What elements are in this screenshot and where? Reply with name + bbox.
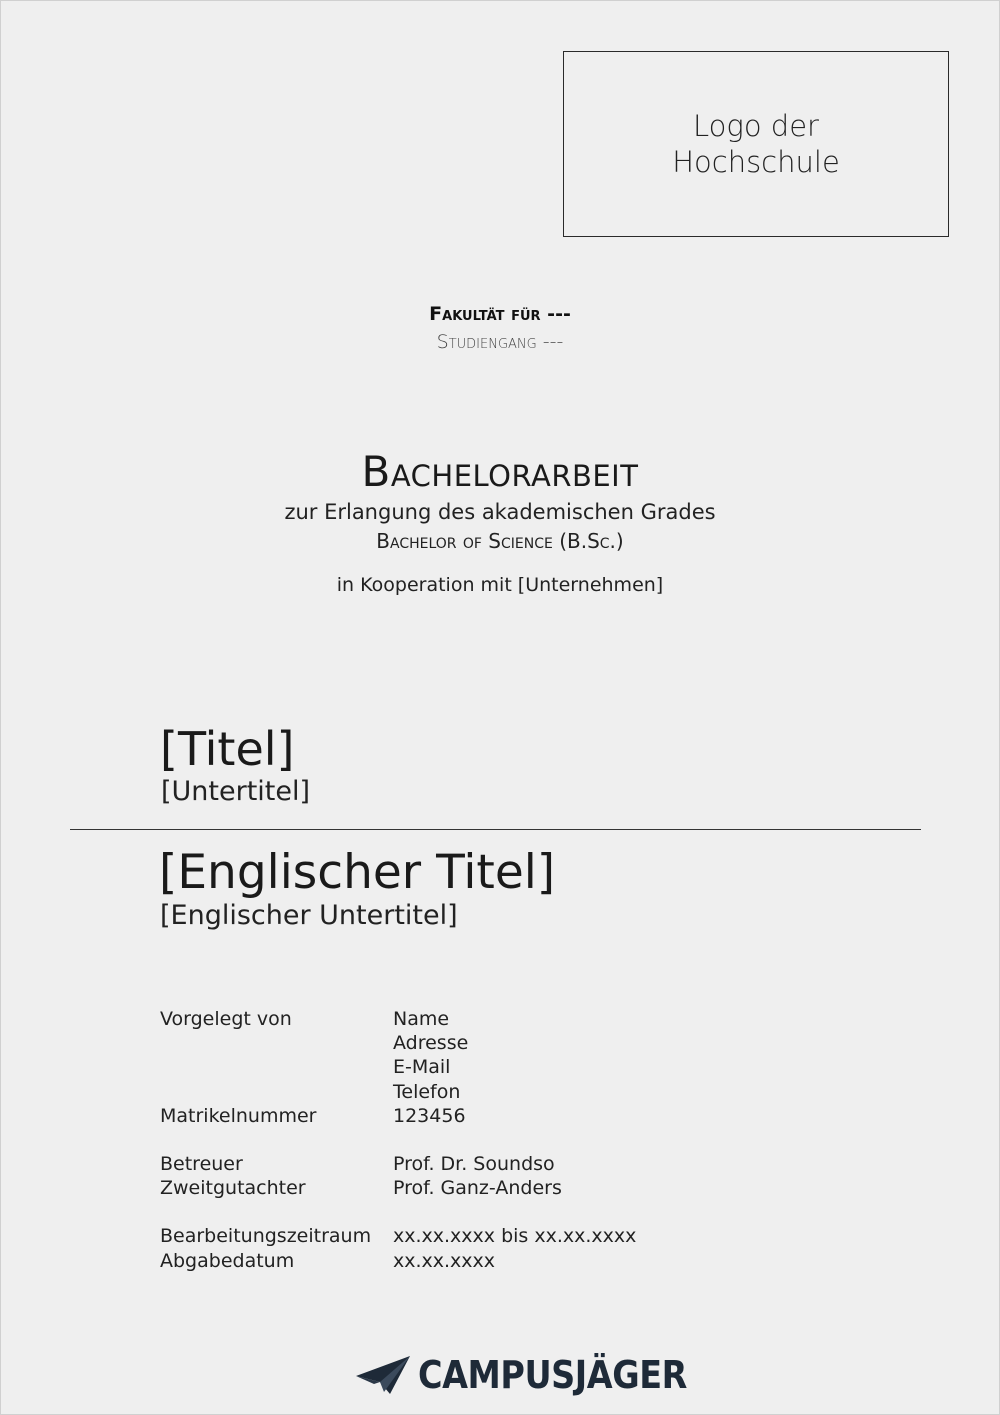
cooperation-line: in Kooperation mit [Unternehmen] bbox=[336, 574, 664, 596]
supervisor-value: Prof. Dr. Soundso bbox=[393, 1152, 555, 1175]
submitted-by-label: Vorgelegt von bbox=[160, 1008, 292, 1030]
second-reviewer-label: Zweitgutachter bbox=[160, 1177, 306, 1200]
matrikel-label: Matrikelnummer bbox=[160, 1104, 317, 1127]
thesis-heading-block bbox=[0, 446, 1000, 598]
paper-plane-icon bbox=[354, 1354, 412, 1396]
author-phone: Telefon bbox=[393, 1080, 461, 1103]
period-label: Bearbeitungszeitraum bbox=[160, 1225, 372, 1248]
submission-label: Abgabedatum bbox=[160, 1249, 295, 1272]
title-divider bbox=[70, 829, 921, 830]
study-program: Studiengang --- bbox=[436, 331, 564, 353]
english-title: [Englischer Titel] bbox=[159, 845, 556, 900]
period-value: xx.xx.xxxx bis xx.xx.xxxx bbox=[393, 1225, 637, 1248]
author-name: Name bbox=[393, 1008, 450, 1030]
supervisor-label: Betreuer bbox=[160, 1152, 243, 1175]
brand-logo bbox=[354, 1345, 724, 1405]
degree-line: zur Erlangung des akademischen Grades bbox=[284, 500, 716, 524]
info-row-period bbox=[160, 1224, 636, 1248]
author-address: Adresse bbox=[393, 1032, 469, 1055]
second-reviewer-value: Prof. Ganz-Anders bbox=[393, 1177, 562, 1200]
author-info-table bbox=[160, 1007, 636, 1273]
thesis-subtitle: [Untertitel] bbox=[161, 776, 311, 807]
brand-name: CAMPUSJÄGER bbox=[418, 1353, 687, 1397]
info-row-matrikel bbox=[160, 1104, 636, 1128]
author-email: E-Mail bbox=[393, 1056, 451, 1079]
info-row-second-reviewer bbox=[160, 1176, 636, 1200]
english-subtitle: [Englischer Untertitel] bbox=[160, 900, 458, 931]
degree-name: Bachelor of Science (B.Sc.) bbox=[376, 529, 624, 553]
logo-placeholder-text: Logo der Hochschule bbox=[672, 109, 840, 179]
info-row-supervisor bbox=[160, 1152, 636, 1176]
info-row-email bbox=[160, 1055, 636, 1079]
info-row-address bbox=[160, 1031, 636, 1055]
info-row-submission bbox=[160, 1249, 636, 1273]
thesis-type-heading: Bachelorarbeit bbox=[361, 447, 639, 496]
submission-value: xx.xx.xxxx bbox=[393, 1249, 496, 1272]
info-row-phone bbox=[160, 1080, 636, 1104]
info-row-submitted-by bbox=[160, 1007, 636, 1031]
faculty-block bbox=[0, 300, 1000, 356]
matrikel-value: 123456 bbox=[393, 1104, 466, 1127]
thesis-title: [Titel] bbox=[160, 722, 295, 776]
logo-placeholder-box bbox=[563, 51, 949, 237]
faculty-name: Fakultät für --- bbox=[429, 303, 571, 325]
